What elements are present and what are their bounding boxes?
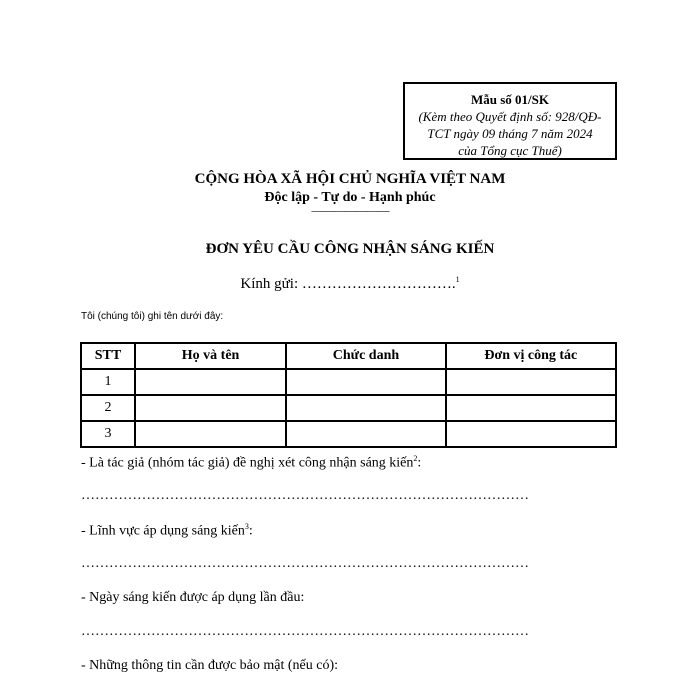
form-ref-line-3: của Tổng cục Thuế): [458, 143, 562, 158]
national-motto: Độc lập - Tự do - Hạnh phúc: [264, 190, 436, 205]
cell-name[interactable]: [135, 369, 286, 395]
header-name: Họ và tên: [135, 343, 286, 369]
table-row: [81, 369, 616, 395]
form-ref-line-2: TCT ngày 09 tháng 7 năm 2024: [427, 126, 593, 141]
document-title: ĐƠN YÊU CẦU CÔNG NHẬN SÁNG KIẾN: [205, 241, 495, 257]
field-author-label: - Là tác giả (nhóm tác giả) đề nghị xét công nhận sáng kiến$^2$:: [81, 454, 422, 471]
cell-name[interactable]: [135, 421, 286, 447]
cell-position[interactable]: [286, 395, 445, 421]
header-unit: Đơn vị công tác: [446, 343, 616, 369]
cell-position[interactable]: [286, 421, 445, 447]
cell-unit[interactable]: [446, 421, 616, 447]
cell-name[interactable]: [135, 395, 286, 421]
header-position: Chức danh: [286, 343, 445, 369]
cell-stt: 1: [81, 369, 135, 395]
cell-stt: 2: [81, 395, 135, 421]
recipient-label: Kính gửi: ………………………….: [240, 276, 456, 292]
header-rule: ———————: [311, 203, 389, 217]
table-header-row: [81, 343, 616, 369]
field-first-date-label: - Ngày sáng kiến được áp dụng lần đầu:: [81, 590, 305, 605]
table-row: [81, 421, 616, 447]
field-domain-input[interactable]: ……………………………………………………………………………………: [81, 556, 529, 571]
form-code: Mẫu số 01/SK: [470, 92, 549, 107]
cell-unit[interactable]: [446, 369, 616, 395]
cell-unit[interactable]: [446, 395, 616, 421]
country-name: CỘNG HÒA XÃ HỘI CHỦ NGHĨA VIỆT NAM: [194, 171, 506, 187]
field-first-date-input[interactable]: ……………………………………………………………………………………: [81, 624, 529, 639]
field-domain-label: - Lĩnh vực áp dụng sáng kiến$^3$:: [81, 522, 253, 539]
cell-stt: 3: [81, 421, 135, 447]
header-stt: STT: [81, 343, 135, 369]
cell-position[interactable]: [286, 369, 445, 395]
recipient-footnote: 1: [455, 275, 460, 284]
field-confidential-label: - Những thông tin cần được bảo mật (nếu có):: [81, 658, 339, 673]
intro-text: Tôi (chúng tôi) ghi tên dưới đây:: [81, 311, 224, 322]
form-code-box: [403, 82, 617, 160]
author-table: [80, 342, 617, 448]
field-author-input[interactable]: ……………………………………………………………………………………: [81, 488, 529, 503]
table-row: [81, 395, 616, 421]
recipient-line: [0, 275, 700, 293]
form-ref-line-1: (Kèm theo Quyết định số: 928/QĐ-: [418, 109, 602, 124]
